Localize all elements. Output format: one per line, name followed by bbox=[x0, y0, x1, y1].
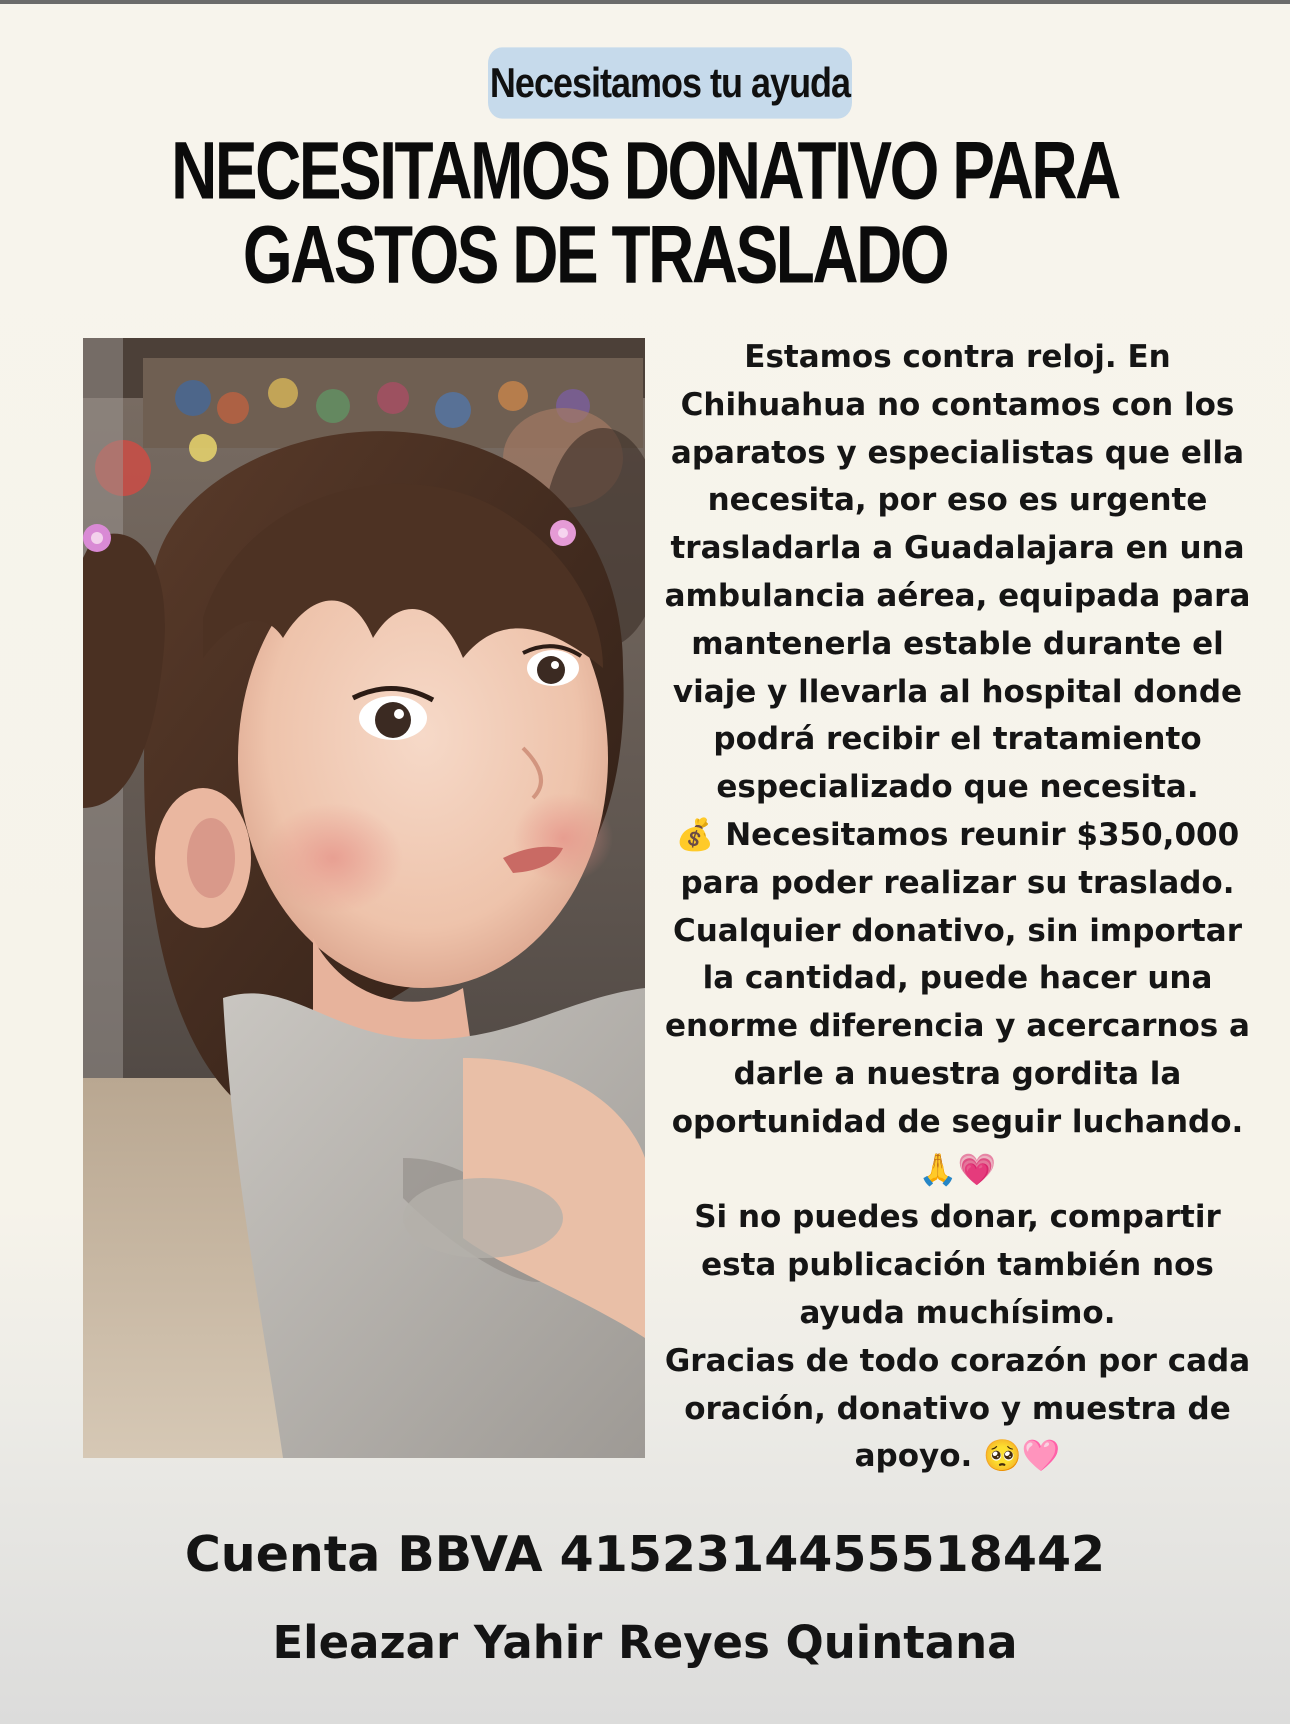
prayer-heart-emoji bbox=[660, 1147, 1255, 1195]
appeal-paragraph-4-text: Gracias de todo corazón por cada oración, donativo y muestra de apoyo. bbox=[664, 1342, 1251, 1475]
headline-line-1: NECESITAMOS DONATIVO PARA bbox=[171, 123, 1119, 217]
appeal-text bbox=[660, 334, 1255, 1481]
appeal-paragraph-2 bbox=[660, 812, 1255, 1147]
girl-photo-illustration bbox=[83, 338, 645, 1458]
praying-hands-heart-icon: 🙏💗 bbox=[918, 1151, 997, 1188]
girl-photo bbox=[83, 338, 645, 1458]
headline-line-2: GASTOS DE TRASLADO bbox=[242, 207, 948, 301]
top-strip bbox=[0, 0, 1290, 4]
money-bag-icon: 💰 bbox=[675, 816, 715, 853]
appeal-paragraph-1: Estamos contra reloj. En Chihuahua no contamos con los aparatos y especialistas que ella necesita, por eso es urgente trasladarla a Guadalajara en una ambulancia aérea, equipada para mantenerla estable durante el viaje y llevarla al hospital donde podrá recibir el tratamiento especializado que necesita. bbox=[664, 339, 1251, 806]
appeal-paragraph-2-text: Necesitamos reunir $350,000 para poder realizar su traslado. Cualquier donativo, sin importar la cantidad, puede hacer una enorme diferencia y acercarnos a darle a nuestra gordita la oportunidad de seguir luchando. bbox=[665, 816, 1250, 1140]
appeal-paragraph-3: Si no puedes donar, compartir esta publicación también nos ayuda muchísimo. bbox=[694, 1199, 1221, 1331]
help-badge bbox=[488, 47, 852, 118]
appeal-paragraph-4 bbox=[660, 1338, 1255, 1481]
account-holder-name: Eleazar Yahir Reyes Quintana bbox=[272, 1616, 1018, 1669]
headline bbox=[0, 123, 1290, 301]
help-badge-label: Necesitamos tu ayuda bbox=[489, 58, 851, 106]
bank-account: Cuenta BBVA 4152314455518442 bbox=[184, 1526, 1106, 1583]
pleading-face-heart-icon: 🥺🩷 bbox=[983, 1438, 1061, 1475]
